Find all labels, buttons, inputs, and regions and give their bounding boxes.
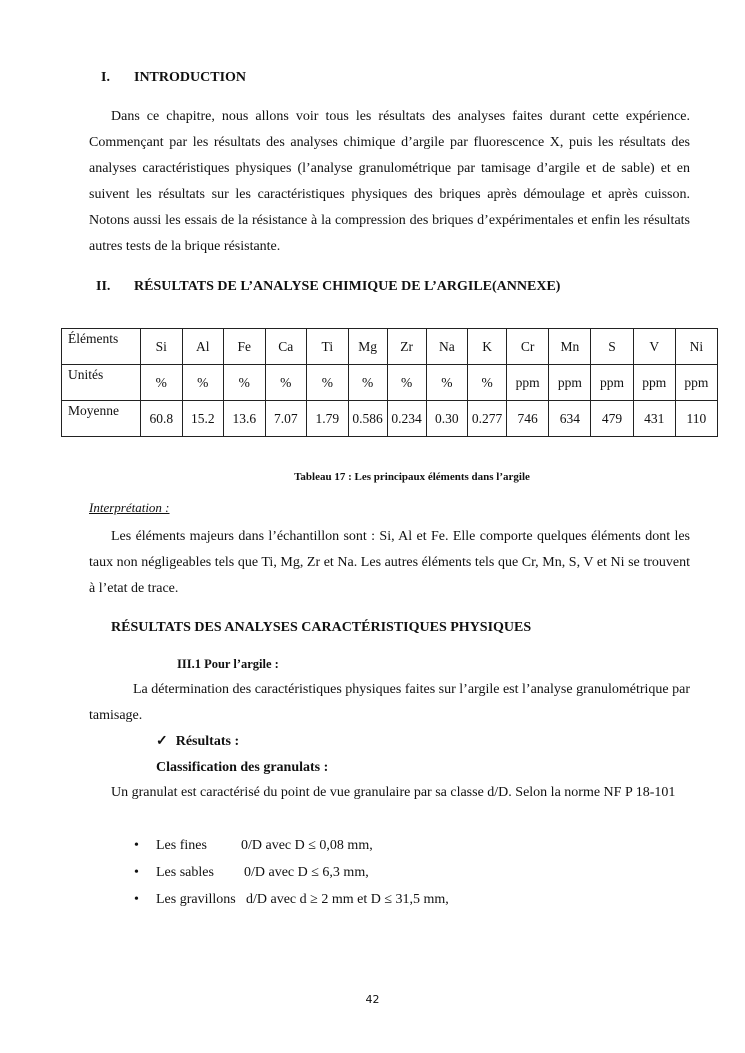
- interpretation-label: Interprétation :: [89, 500, 170, 515]
- list-item: [134, 836, 449, 863]
- table-cell: 431: [633, 401, 675, 437]
- bullet-icon: •: [134, 865, 139, 880]
- table-cell: S: [591, 329, 633, 365]
- table-cell: %: [348, 365, 387, 401]
- bullet-icon: •: [134, 892, 139, 907]
- table-caption: Tableau 17 : Les principaux éléments dans l’argile: [294, 471, 530, 483]
- table-cell: 15.2: [182, 401, 224, 437]
- intro-paragraph: Dans ce chapitre, nous allons voir tous les résultats des analyses faites durant cette expérience. Commençant par les résultats des analyses chimique d’argile par fluorescence X, puis les résultats des analyses caractéristiques physiques (l’analyse granulométrique par tamisage d’argile et de sable) et en suivent les résultats sur les caractéristiques physiques des briques après démoulage et après cuisson. Notons aussi les essais de la résistance à la compression des briques d’expérimentales et enfin les résultats autres tests de la brique résistante.: [89, 109, 690, 254]
- table-cell: %: [307, 365, 349, 401]
- table-cell: 0.234: [387, 401, 426, 437]
- table-cell: Zr: [387, 329, 426, 365]
- table-cell: %: [426, 365, 468, 401]
- table-cell: Si: [141, 329, 183, 365]
- list-item: [134, 890, 449, 917]
- table-cell: Ca: [265, 329, 307, 365]
- classification-label: Classification des granulats :: [156, 760, 329, 775]
- list-item-desc: 0/D avec D ≤ 0,08 mm,: [241, 838, 373, 853]
- section-heading-introduction: [101, 70, 246, 86]
- table-cell: 0.30: [426, 401, 468, 437]
- table-cell: Na: [426, 329, 468, 365]
- table-cell: 0.277: [468, 401, 507, 437]
- list-item-name: Les gravillons: [156, 892, 236, 907]
- table-row: [62, 401, 718, 437]
- section-title: INTRODUCTION: [134, 70, 247, 85]
- table-cell: ppm: [507, 365, 549, 401]
- table-cell: ppm: [591, 365, 633, 401]
- table-cell: %: [387, 365, 426, 401]
- table-cell: 60.8: [141, 401, 183, 437]
- table-cell: ppm: [633, 365, 675, 401]
- subsection-title: III.1 Pour l’argile :: [177, 657, 279, 671]
- bullet-icon: •: [134, 838, 139, 853]
- argile-paragraph: La détermination des caractéristiques physiques faites sur l’argile est l’analyse granulométrique par tamisage.: [89, 682, 690, 723]
- list-item-desc: 0/D avec D ≤ 6,3 mm,: [244, 865, 369, 880]
- list-item-name: Les fines: [156, 838, 207, 853]
- page-number: 42: [365, 993, 380, 1006]
- table-row: [62, 365, 718, 401]
- row-header-elements: Éléments: [62, 329, 141, 365]
- granulat-paragraph: Un granulat est caractérisé du point de vue granulaire par sa classe d/D. Selon la norme NF P 18-101: [111, 785, 676, 800]
- list-item-name: Les sables: [156, 865, 214, 880]
- table-cell: Al: [182, 329, 224, 365]
- table-cell: K: [468, 329, 507, 365]
- table-cell: %: [468, 365, 507, 401]
- table-cell: Cr: [507, 329, 549, 365]
- table-cell: 1.79: [307, 401, 349, 437]
- list-item: [134, 863, 449, 890]
- results-label: Résultats :: [175, 734, 240, 749]
- checkmark-icon: ✓: [156, 734, 168, 749]
- row-header-average: Moyenne: [62, 401, 141, 437]
- list-item-desc: d/D avec d ≥ 2 mm et D ≤ 31,5 mm,: [246, 892, 449, 907]
- table-cell: 746: [507, 401, 549, 437]
- elements-table: [61, 328, 718, 437]
- table-cell: Mg: [348, 329, 387, 365]
- section-number: I.: [101, 70, 110, 85]
- table-cell: Mn: [549, 329, 591, 365]
- table-cell: %: [224, 365, 266, 401]
- table-cell: 634: [549, 401, 591, 437]
- table-cell: %: [265, 365, 307, 401]
- table-cell: Ti: [307, 329, 349, 365]
- table-cell: 479: [591, 401, 633, 437]
- table-cell: %: [141, 365, 183, 401]
- table-cell: 13.6: [224, 401, 266, 437]
- table-cell: ppm: [675, 365, 717, 401]
- interpretation-paragraph: Les éléments majeurs dans l’échantillon sont : Si, Al et Fe. Elle comporte quelques éléments dont les taux non négligeables tels que Ti, Mg, Zr et Na. Les autres éléments tels que Cr, Mn, S, V et Ni se trouvent à l’etat de trace.: [89, 529, 690, 596]
- section-number: II.: [96, 279, 111, 294]
- table-cell: 0.586: [348, 401, 387, 437]
- table-cell: V: [633, 329, 675, 365]
- results-heading: [156, 733, 239, 750]
- section-heading-physical-analysis: RÉSULTATS DES ANALYSES CARACTÉRISTIQUES PHYSIQUES: [111, 620, 532, 635]
- table-row: [62, 329, 718, 365]
- section-title: RÉSULTATS DE L’ANALYSE CHIMIQUE DE L’ARGILE(ANNEXE): [134, 279, 561, 294]
- table-cell: Fe: [224, 329, 266, 365]
- table-cell: 110: [675, 401, 717, 437]
- granulat-class-list: [134, 836, 449, 917]
- row-header-units: Unités: [62, 365, 141, 401]
- table-cell: %: [182, 365, 224, 401]
- table-cell: Ni: [675, 329, 717, 365]
- table-cell: 7.07: [265, 401, 307, 437]
- table-cell: ppm: [549, 365, 591, 401]
- section-heading-chemical-analysis: [96, 279, 560, 295]
